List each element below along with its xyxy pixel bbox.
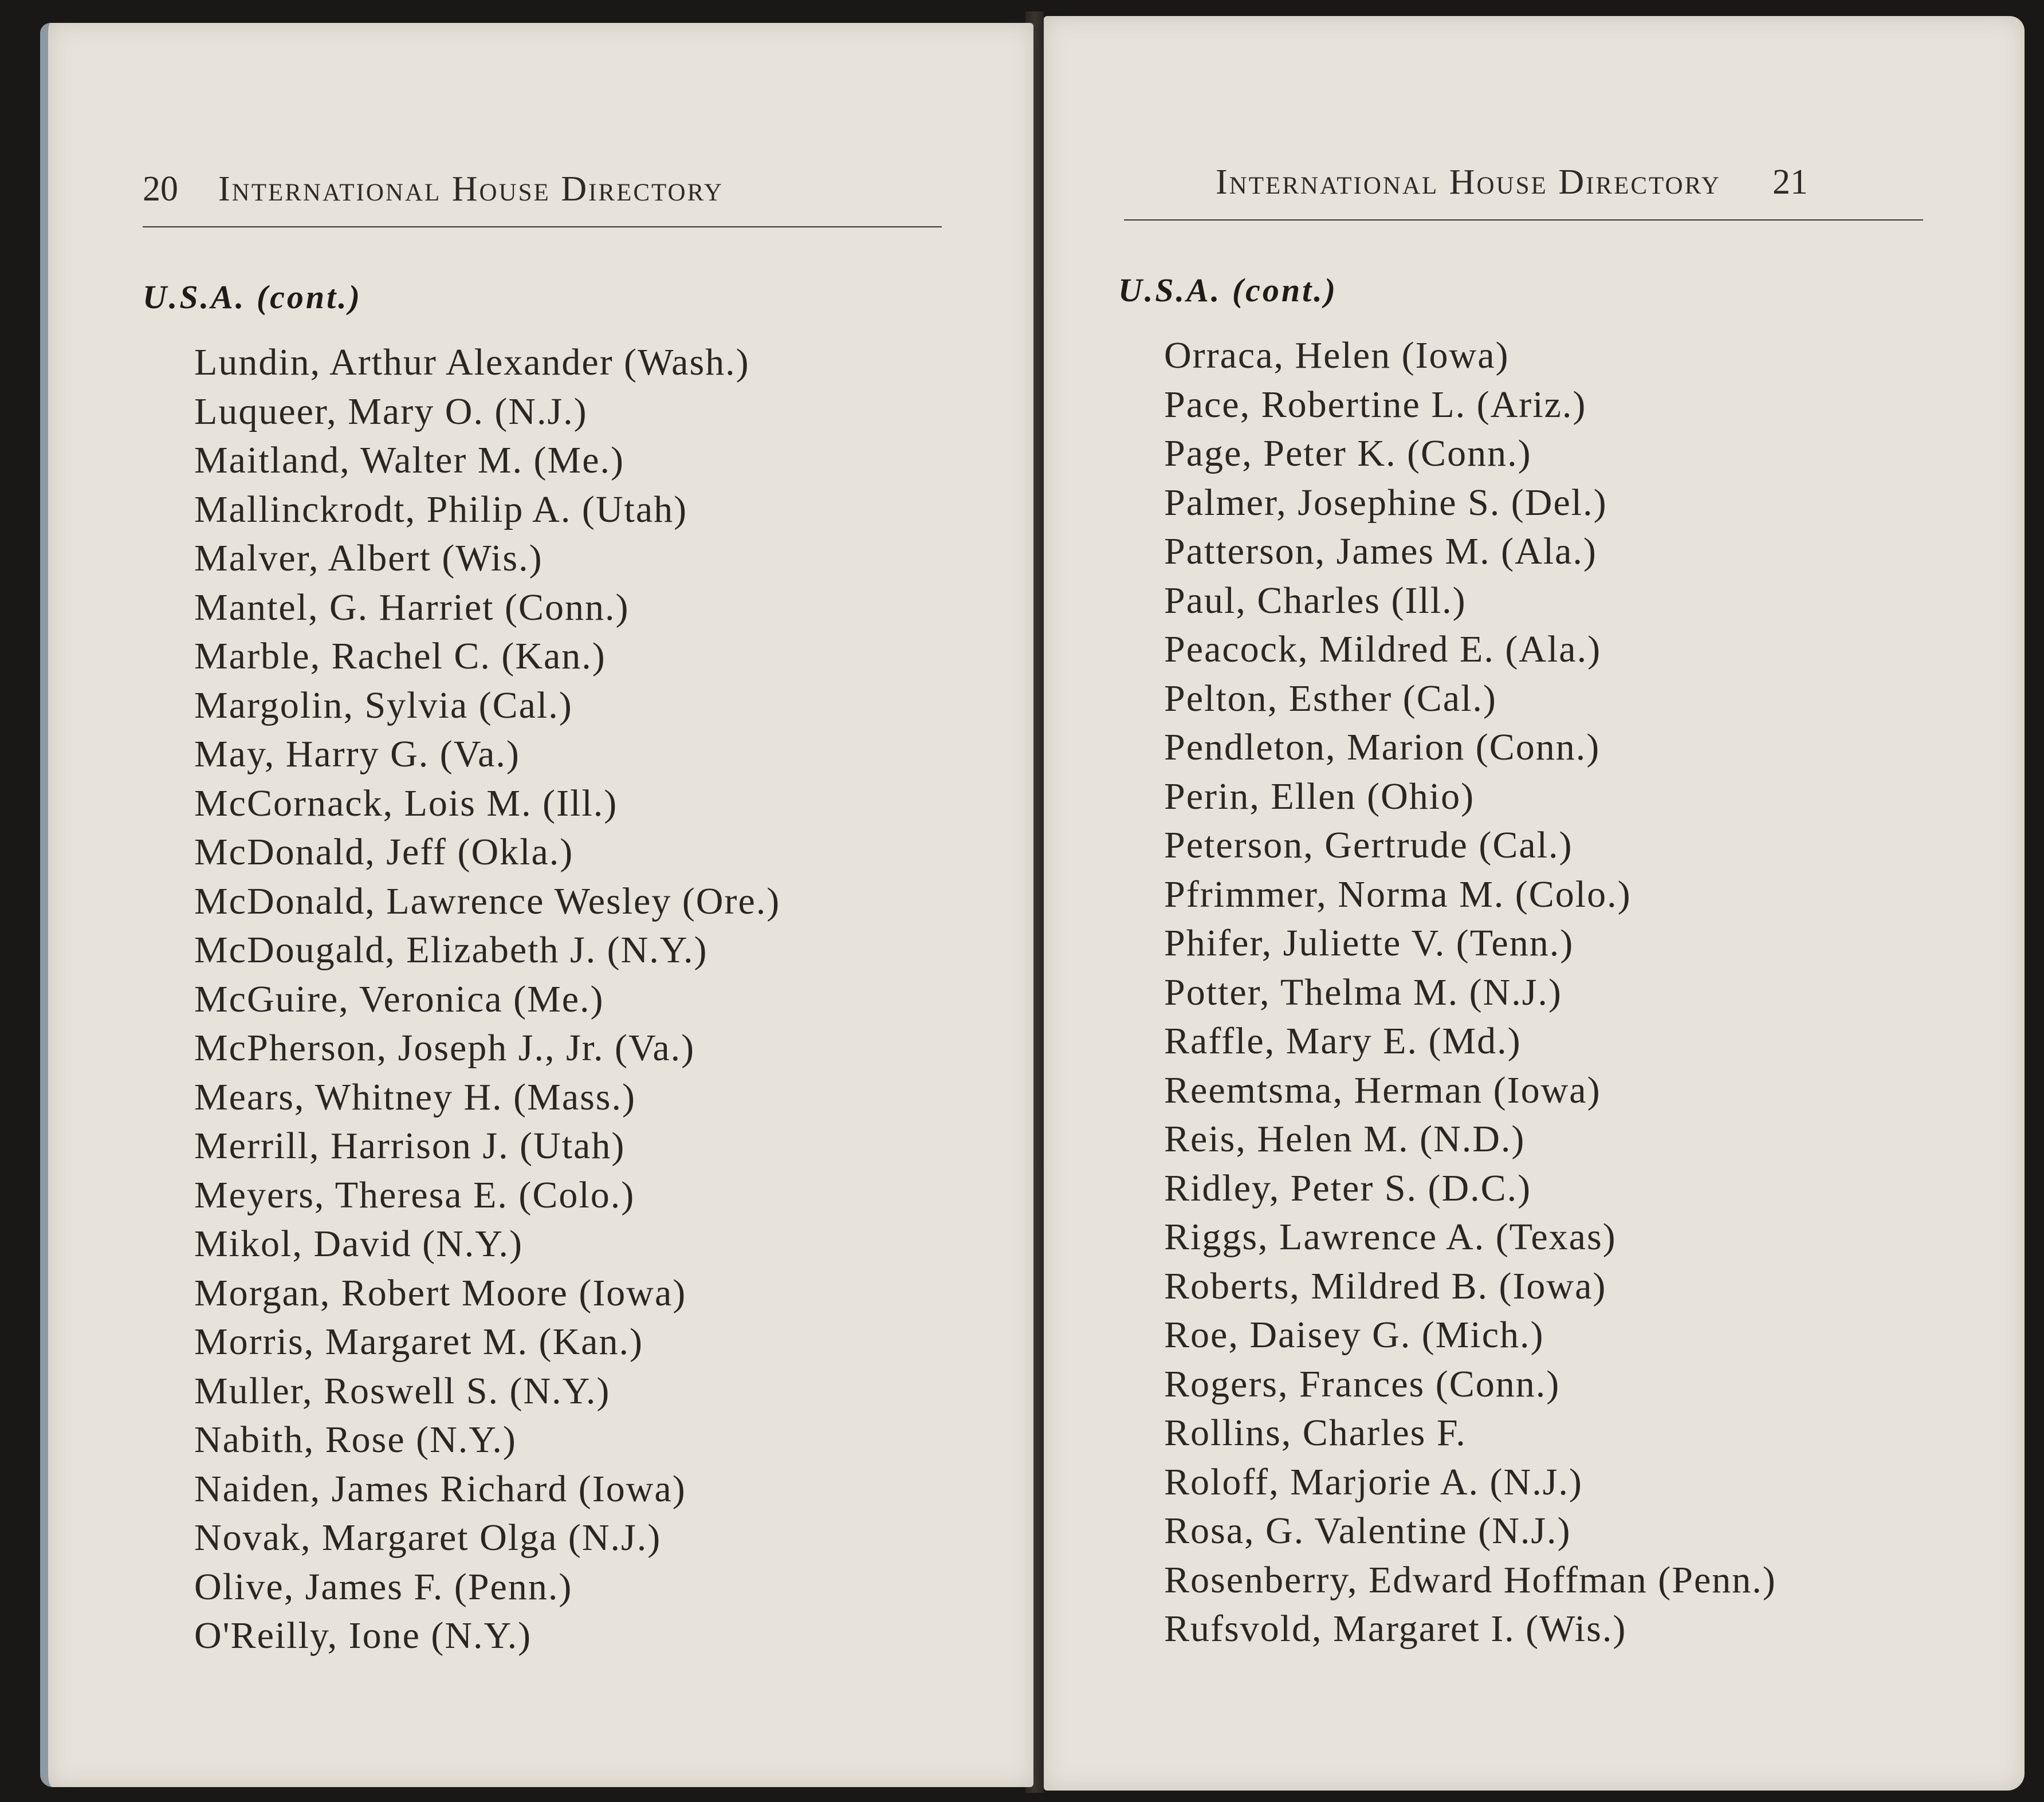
directory-entry: Rollins, Charles F. (1164, 1412, 1467, 1454)
directory-entry: Perin, Ellen (Ohio) (1164, 775, 1475, 817)
directory-entry: Pendleton, Marion (Conn.) (1164, 726, 1601, 768)
directory-entry: Ridley, Peter S. (D.C.) (1164, 1167, 1532, 1209)
directory-entry: Paul, Charles (Ill.) (1164, 579, 1467, 621)
left-page (40, 23, 1033, 1787)
directory-entry: Morris, Margaret M. (Kan.) (194, 1321, 643, 1363)
directory-entry: Reis, Helen M. (N.D.) (1164, 1118, 1526, 1160)
left-header-rule (143, 226, 942, 227)
directory-entry: Marble, Rachel C. (Kan.) (194, 635, 606, 677)
directory-entry: McDougald, Elizabeth J. (N.Y.) (194, 929, 708, 971)
directory-entry: Patterson, James M. (Ala.) (1164, 530, 1597, 572)
directory-entry: Rufsvold, Margaret I. (Wis.) (1164, 1608, 1627, 1650)
directory-entry: Nabith, Rose (N.Y.) (194, 1419, 517, 1461)
left-running-title: International House Directory (218, 170, 724, 208)
directory-entry: Peacock, Mildred E. (Ala.) (1164, 628, 1602, 670)
directory-entry: Mallinckrodt, Philip A. (Utah) (194, 488, 688, 530)
directory-entry: Mantel, G. Harriet (Conn.) (194, 586, 630, 628)
directory-entry: Pfrimmer, Norma M. (Colo.) (1164, 873, 1632, 915)
directory-entry: Naiden, James Richard (Iowa) (194, 1467, 686, 1510)
directory-entry: Luqueer, Mary O. (N.J.) (194, 390, 588, 432)
directory-entry: Page, Peter K. (Conn.) (1164, 432, 1532, 474)
right-header-rule (1124, 219, 1923, 221)
directory-entry: Mears, Whitney H. (Mass.) (194, 1076, 636, 1118)
directory-entry: Meyers, Theresa E. (Colo.) (194, 1174, 635, 1216)
directory-entry: Palmer, Josephine S. (Del.) (1164, 481, 1607, 524)
directory-entry: May, Harry G. (Va.) (194, 733, 520, 775)
directory-entry: Rosa, G. Valentine (N.J.) (1164, 1510, 1571, 1552)
directory-entry: Mikol, David (N.Y.) (194, 1223, 523, 1265)
right-entry-list (1164, 331, 1776, 1654)
directory-entry: Rogers, Frances (Conn.) (1164, 1363, 1560, 1405)
directory-entry: Riggs, Lawrence A. (Texas) (1164, 1216, 1617, 1258)
directory-entry: Phifer, Juliette V. (Tenn.) (1164, 922, 1574, 964)
directory-entry: Rosenberry, Edward Hoffman (Penn.) (1164, 1559, 1776, 1601)
directory-entry: McDonald, Lawrence Wesley (Ore.) (194, 880, 781, 922)
directory-entry: Orraca, Helen (Iowa) (1164, 335, 1510, 376)
directory-entry: Merrill, Harrison J. (Utah) (194, 1125, 626, 1167)
directory-entry: Pace, Robertine L. (Ariz.) (1164, 383, 1587, 426)
directory-entry: Raffle, Mary E. (Md.) (1164, 1020, 1522, 1062)
left-page-number: 20 (143, 170, 178, 208)
right-page (1044, 16, 2025, 1791)
directory-entry: Maitland, Walter M. (Me.) (194, 439, 624, 481)
directory-entry: Reemtsma, Herman (Iowa) (1164, 1069, 1601, 1111)
directory-entry: Pelton, Esther (Cal.) (1164, 677, 1497, 719)
right-section-heading: U.S.A. (cont.) (1118, 272, 1338, 309)
directory-entry: Roloff, Marjorie A. (N.J.) (1164, 1461, 1583, 1503)
directory-entry: Muller, Roswell S. (N.Y.) (194, 1370, 611, 1412)
directory-entry: McPherson, Joseph J., Jr. (Va.) (194, 1027, 695, 1069)
directory-entry: Potter, Thelma M. (N.J.) (1164, 971, 1562, 1013)
directory-entry: Olive, James F. (Penn.) (194, 1565, 573, 1608)
directory-entry: O'Reilly, Ione (N.Y.) (194, 1615, 532, 1657)
left-entry-list (194, 338, 780, 1661)
directory-entry: Malver, Albert (Wis.) (194, 537, 543, 579)
right-running-title: International House Directory (1216, 163, 1721, 202)
directory-entry: McGuire, Veronica (Me.) (194, 978, 604, 1020)
directory-entry: Margolin, Sylvia (Cal.) (194, 684, 573, 726)
right-running-head (1216, 162, 1808, 203)
left-running-head (143, 169, 724, 210)
left-section-heading: U.S.A. (cont.) (143, 278, 363, 316)
directory-entry: Roe, Daisey G. (Mich.) (1164, 1314, 1544, 1356)
directory-entry: Lundin, Arthur Alexander (Wash.) (194, 341, 750, 383)
directory-entry: Morgan, Robert Moore (Iowa) (194, 1272, 687, 1314)
directory-entry: McDonald, Jeff (Okla.) (194, 831, 574, 873)
directory-entry: McCornack, Lois M. (Ill.) (194, 782, 618, 824)
right-page-number: 21 (1772, 163, 1808, 202)
directory-entry: Peterson, Gertrude (Cal.) (1164, 824, 1573, 866)
directory-entry: Novak, Margaret Olga (N.J.) (194, 1517, 662, 1559)
directory-entry: Roberts, Mildred B. (Iowa) (1164, 1265, 1607, 1307)
